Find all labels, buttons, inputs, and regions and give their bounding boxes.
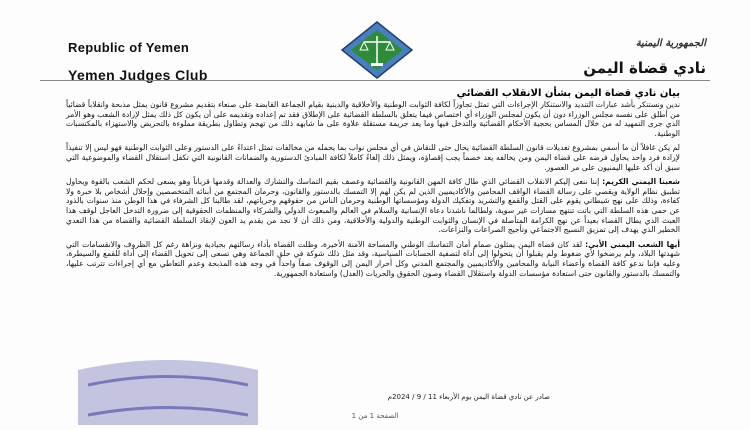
header-divider xyxy=(40,80,710,81)
statement-title: بيان نادي قضاة اليمن بشأن الانقلاب القضائي xyxy=(456,88,680,99)
paragraph xyxy=(66,100,680,138)
paragraph-text: لقد كان قضاة اليمن يمثلون صمام أمان التماسك الوطني والمساحة الآمنة الأخيرة، وظلت القضاة بأداء رسالتهم بحيادية ونزاهة رغم كل الظروف والانقسامات التي شهدتها البلاد، ولم يرضخوا لأي ضغوط ولم يقبلوا أن يتحولوا إلى أداة لتصفية الحسابات السياسية، وقد مثل ذلك شوكة في حلق الجماعة وهي تسعى إلى تحويل القضاء إلى أداة للقمع والسيطرة، وعليه فإننا ندعو كافة القضاة وأعضاء النيابة والمحامين والأكاديميين والمجتمع المدني وكل أحرار اليمن إلى الوقوف صفاً واحداً في وجه هذه المذبحة وعدم التعاطي مع أي إجراءات تترتب عليها، والتمسك بالدستور والقانون حتى استعادة مؤسسات الدولة واستقلال القضاء وصون الحقوق والحريات (العدل) واستعادة الجمهورية. xyxy=(66,239,680,278)
header-arabic xyxy=(583,38,706,77)
paragraph-lead: أيها الشعب اليمني الأبي: xyxy=(585,239,680,249)
paragraph-text: ندين ونستنكر بأشد عبارات التنديد والاستنكار الإجراءات التي تمثل تجاوزاً لكافة الثوابت الوطنية والأخلاقية والدينية بقيام الجماعة القابضة على صنعاء بتقديم مشروع قانون يمثل مذبحة وانقلاباً قضائياً من أطلق على نفسه مجلس الوزراء دون أن يكون لمجلس الوزراء أي اختصاص فيما يتعلق بالسلطة القضائية على الإطلاق فقد تم إعداده وتقديمه على أن يكون كل ذلك يمثل لإرادة الشعب وهو الأمر الذي جرى التمهيد له من خلال المساس بحجية الأحكام القضائية والتدخل فيها وما يعد جريمة مستقلة علاوة على ما شابهه ذلك من تهجم وتطاول بطريقة مملوءة بالتحريض والاستهزاء بالمكتسبات الوطنية. xyxy=(66,100,680,138)
paragraph-text: إننا ننعى إليكم الانقلاب القضائي الذي طال كافة المهن القانونية والقضائية وعصف بقيم التماسك والتشارك والعدالة وقدمها قرباناً وهو يسعى لحكم الشعب بالقوة ويحاول تطبيق نظام الولاية ويقصي على رسالة القضاء الواقف المحامين والأكاديميين الذين لم يكن لهم إلا التمسك بالدستور والقانون، وحرمان المجتمع من أبنائه المتخصصين وإحلال أشخاص بلا خبرة ولا كفاءة، وذلك على نهج شيطاني يقوم على القتل والقمع والتشريد وتفكيك الدولة ومؤسساتها الوطنية وحرمان الناس من حقوقهم وحرياتهم، لقد طالبنا كل الشرفاء في هذا الوطن منذ سنوات بالذود عن حمى هذه السلطة التي باتت تنتهج مسارات غير سوية، ولطالما ناشدنا دعاة الإنسانية والسلام في العالم والمبعوث الدولي والشركاء والمنظمات الحقوقية إلى ضرورة التدخل العاجل لوقف هذا العبث الذي يطال القضاء بعيداً عن نهج الكرامة المتأصلة في الإنسان والثوابت الوطنية والدولية والأخلاقية، ومن ذلك أن لا نجد من يقدم يد العون لإنقاذ السلطة القضائية والقضاة من هذا التعدي الخطير الذي يهدف إلى تمزيق النسيج الاجتماعي وتأجيج الصراعات والنزاعات. xyxy=(66,177,680,235)
paragraph xyxy=(66,240,680,278)
header-english xyxy=(68,40,208,83)
paragraph-text: لم يكن غافلاً أن ما أسمي بمشروع تعديلات قانون السلطة القضائية يحال حتى للنقاش في أي مجلس نواب بما يحمله من مخالفات تمثل اعتداءً على الدستور وعلى الثوابت الوطنية فهو ليس إلا تنفيذاً لإرادة فرد واحد يحاول فرضه على قضاة اليمن ومن يخالفه يعد خصماً يجب إقصاؤه، ويمثل ذلك إلغاءً كاملاً لكافة المبادئ الدستورية والضمانات القانونية التي تكفل استقلال القضاء والموضوعية التي سبق أن أكد عليها اليمنيون على مر العصور. xyxy=(66,143,680,172)
paragraph xyxy=(66,177,680,235)
country-name-ar: الجمهورية اليمنية xyxy=(635,38,706,49)
country-name-en: Republic of Yemen xyxy=(68,40,190,55)
club-name-en: Yemen Judges Club xyxy=(68,67,208,83)
paragraph xyxy=(66,143,680,172)
issuance-line: صادر عن نادي قضاة اليمن يوم الأربعاء 11 / 9 / 2024م xyxy=(387,393,550,401)
paragraph-lead: شعبنا اليمني الكريم: xyxy=(602,177,680,187)
statement-body xyxy=(66,100,680,283)
club-name-ar: نادي قضاة اليمن xyxy=(583,59,706,77)
scales-of-justice-emblem-icon xyxy=(340,20,414,80)
page-number: الصفحة 1 من 1 xyxy=(351,412,399,420)
